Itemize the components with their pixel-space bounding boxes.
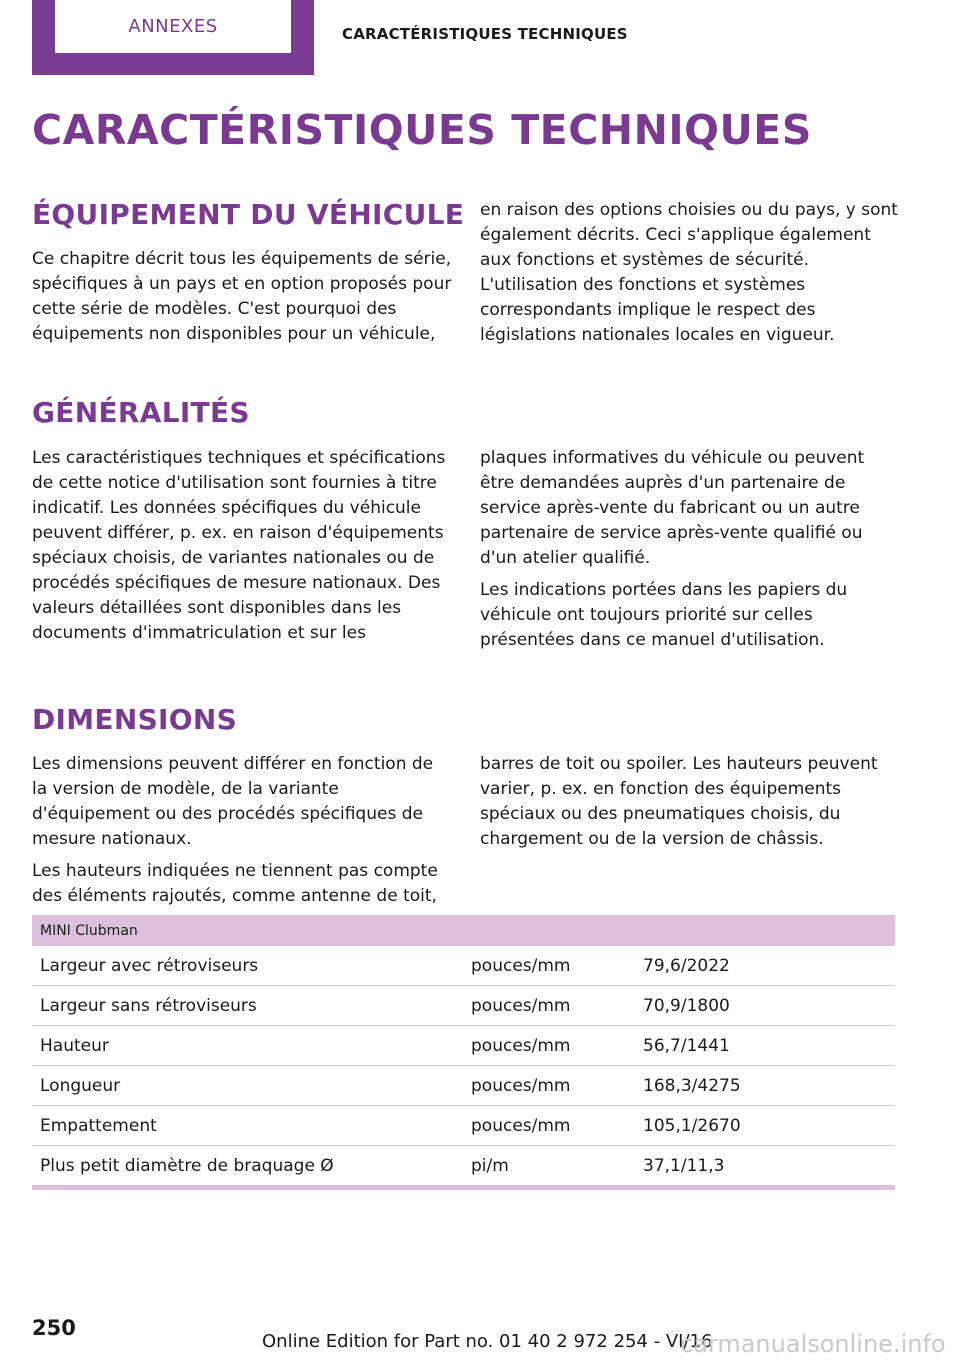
table-row [32,986,895,1026]
paragraph: barres de toit ou spoiler. Les hauteurs peuvent varier, p. ex. en fonction des équipements spéciaux ou des pneumatiques choisis, du chargement ou de la version de châssis. [480,754,878,849]
equipment-left-column [32,247,452,354]
table-row [32,1026,895,1066]
page-number: 250 [32,1316,76,1340]
chapter-header: CARACTÉRISTIQUES TECHNIQUES [342,25,628,43]
dimension-unit: pouces/mm [463,1106,635,1146]
section-tab-label: ANNEXES [55,0,291,53]
section-title-equipment: ÉQUIPEMENT DU VÉHICULE [32,198,465,231]
watermark: carmanualsonline.info [680,1330,946,1358]
dimension-unit: pouces/mm [463,1066,635,1106]
paragraph: Les indications portées dans les papiers du véhicule ont toujours priorité sur celles présentées dans ce manuel d'utilisation. [480,580,848,650]
dimension-unit: pi/m [463,1146,635,1188]
table-row [32,1146,895,1188]
dimension-unit: pouces/mm [463,1026,635,1066]
paragraph: en raison des options choisies ou du pays, y sont également décrits. Ceci s'applique également aux fonctions et systèmes de sécurité. L'utilisation des fonctions et systèmes correspondants implique le respect des législations nationales locales en vigueur. [480,200,898,345]
edition-footer: Online Edition for Part no. 01 40 2 972 254 - VI/16 [262,1331,713,1352]
dimension-value: 70,9/1800 [635,986,895,1026]
dimension-value: 37,1/11,3 [635,1146,895,1188]
page-title: CARACTÉRISTIQUES TECHNIQUES [32,106,812,154]
paragraph: Les dimensions peuvent différer en fonction de la version de modèle, de la variante d'équipement ou des procédés spécifiques de mesure nationaux. [32,754,434,849]
dimension-label: Longueur [32,1066,463,1106]
equipment-right-column [480,198,900,355]
dimension-value: 168,3/4275 [635,1066,895,1106]
table-row [32,1066,895,1106]
section-title-dimensions: DIMENSIONS [32,703,238,736]
dimension-label: Largeur sans rétroviseurs [32,986,463,1026]
general-left-column [32,446,452,653]
paragraph: plaques informatives du véhicule ou peuvent être demandées auprès d'un partenaire de service après-vente du fabricant ou un autre partenaire de service après-vente qualifié ou d'un atelier qualifié. [480,448,865,568]
dimension-unit: pouces/mm [463,946,635,986]
dimension-label: Empattement [32,1106,463,1146]
table-header: MINI Clubman [32,915,895,946]
dimensions-left-column [32,752,452,916]
table-row [32,1106,895,1146]
table-row [32,946,895,986]
dimension-value: 105,1/2670 [635,1106,895,1146]
dimension-value: 56,7/1441 [635,1026,895,1066]
table-header-row [32,915,895,946]
dimension-label: Hauteur [32,1026,463,1066]
paragraph: Les caractéristiques techniques et spécifications de cette notice d'utilisation sont fournies à titre indicatif. Les données spécifiques du véhicule peuvent différer, p. ex. en raison d'équipements spéciaux choisis, de variantes nationales ou de procédés spécifiques de mesure nationaux. Des valeurs détaillées sont disponibles dans les documents d'immatriculation et sur les [32,448,446,643]
dimension-label: Largeur avec rétroviseurs [32,946,463,986]
paragraph: Ce chapitre décrit tous les équipements de série, spécifiques à un pays et en option proposés pour cette série de modèles. C'est pourquoi des équipements non disponibles pour un véhicule, [32,249,452,344]
dimension-label: Plus petit diamètre de braquage Ø [32,1146,463,1188]
dimensions-right-column [480,752,900,859]
dimension-value: 79,6/2022 [635,946,895,986]
dimensions-table [32,915,895,1190]
paragraph: Les hauteurs indiquées ne tiennent pas compte des éléments rajoutés, comme antenne de toit, [32,861,438,906]
section-title-general: GÉNÉRALITÉS [32,396,250,429]
dimension-unit: pouces/mm [463,986,635,1026]
section-tab [32,0,314,75]
general-right-column [480,446,900,660]
